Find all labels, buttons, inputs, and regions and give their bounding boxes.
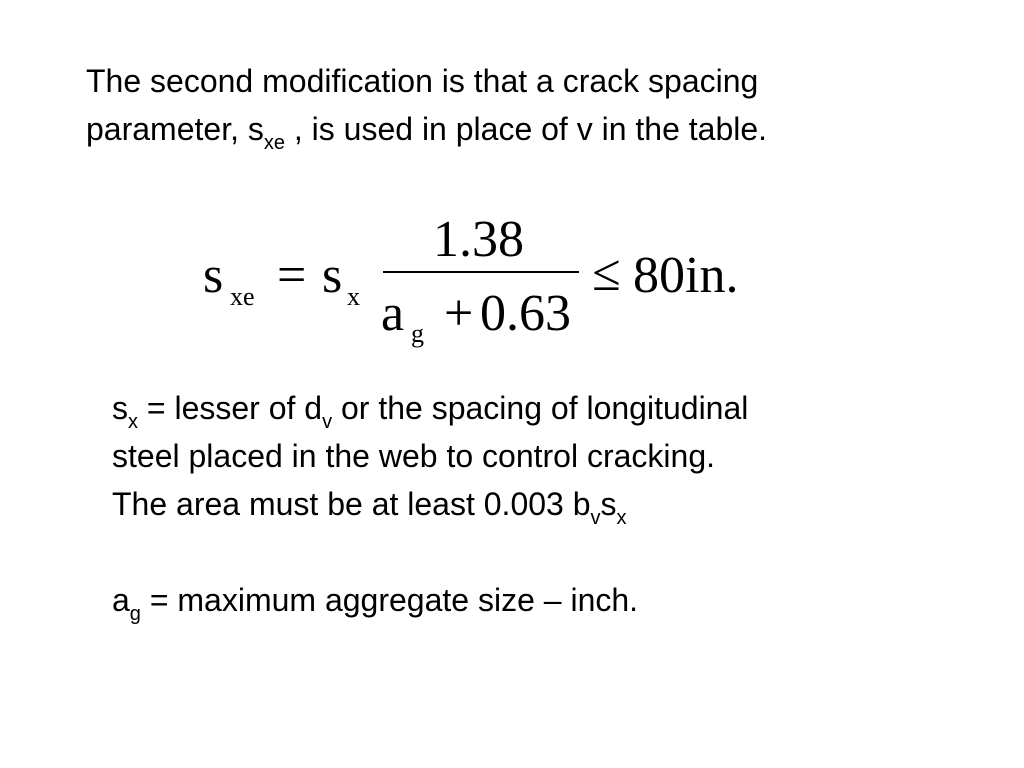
sx-line-3	[112, 480, 748, 528]
intro-line-2-rest: , is used in place of v in the table.	[284, 111, 768, 147]
eq-rhs-subscript: x	[347, 282, 360, 311]
ag-text: = maximum aggregate size – inch.	[140, 582, 639, 618]
ag-var: a	[112, 582, 130, 618]
intro-line-1-text: The second modification is that a crack spacing	[86, 63, 759, 99]
area-sx-subscript: x	[616, 507, 627, 529]
eq-plus-sign: +	[444, 285, 474, 342]
sx-definition	[112, 384, 748, 528]
eq-rhs-var: s	[322, 247, 343, 304]
ag-var-subscript: g	[129, 603, 141, 625]
eq-numerator: 1.38	[433, 211, 524, 268]
sx-var: s	[112, 390, 128, 426]
eq-denominator-constant: 0.63	[480, 285, 571, 342]
dv-subscript: v	[322, 411, 333, 433]
sxe-subscript: xe	[263, 132, 285, 154]
eq-lhs-var: s	[203, 247, 224, 304]
bv-subscript: v	[590, 507, 601, 529]
eq-leq-sign: ≤	[592, 245, 621, 302]
ag-line	[112, 576, 638, 624]
intro-line-2-text: parameter, s	[86, 111, 264, 147]
eq-limit: 80in.	[633, 247, 739, 304]
eq-denominator-subscript: g	[411, 319, 424, 348]
sx-line-1	[112, 384, 748, 432]
eq-lhs-subscript: xe	[230, 282, 255, 311]
eq-denominator-var: a	[381, 285, 405, 342]
sx-var-subscript: x	[128, 411, 138, 433]
sx-text: = lesser of d	[138, 390, 323, 426]
eq-fraction-bar	[383, 271, 579, 273]
sx-text-rest: or the spacing of longitudinal	[332, 390, 749, 426]
area-text: The area must be at least 0.003 b	[112, 486, 591, 522]
sx-line-2: steel placed in the web to control cracking.	[112, 438, 715, 474]
area-s: s	[600, 486, 617, 522]
ag-definition	[112, 576, 638, 624]
eq-equals-sign: =	[277, 247, 307, 304]
